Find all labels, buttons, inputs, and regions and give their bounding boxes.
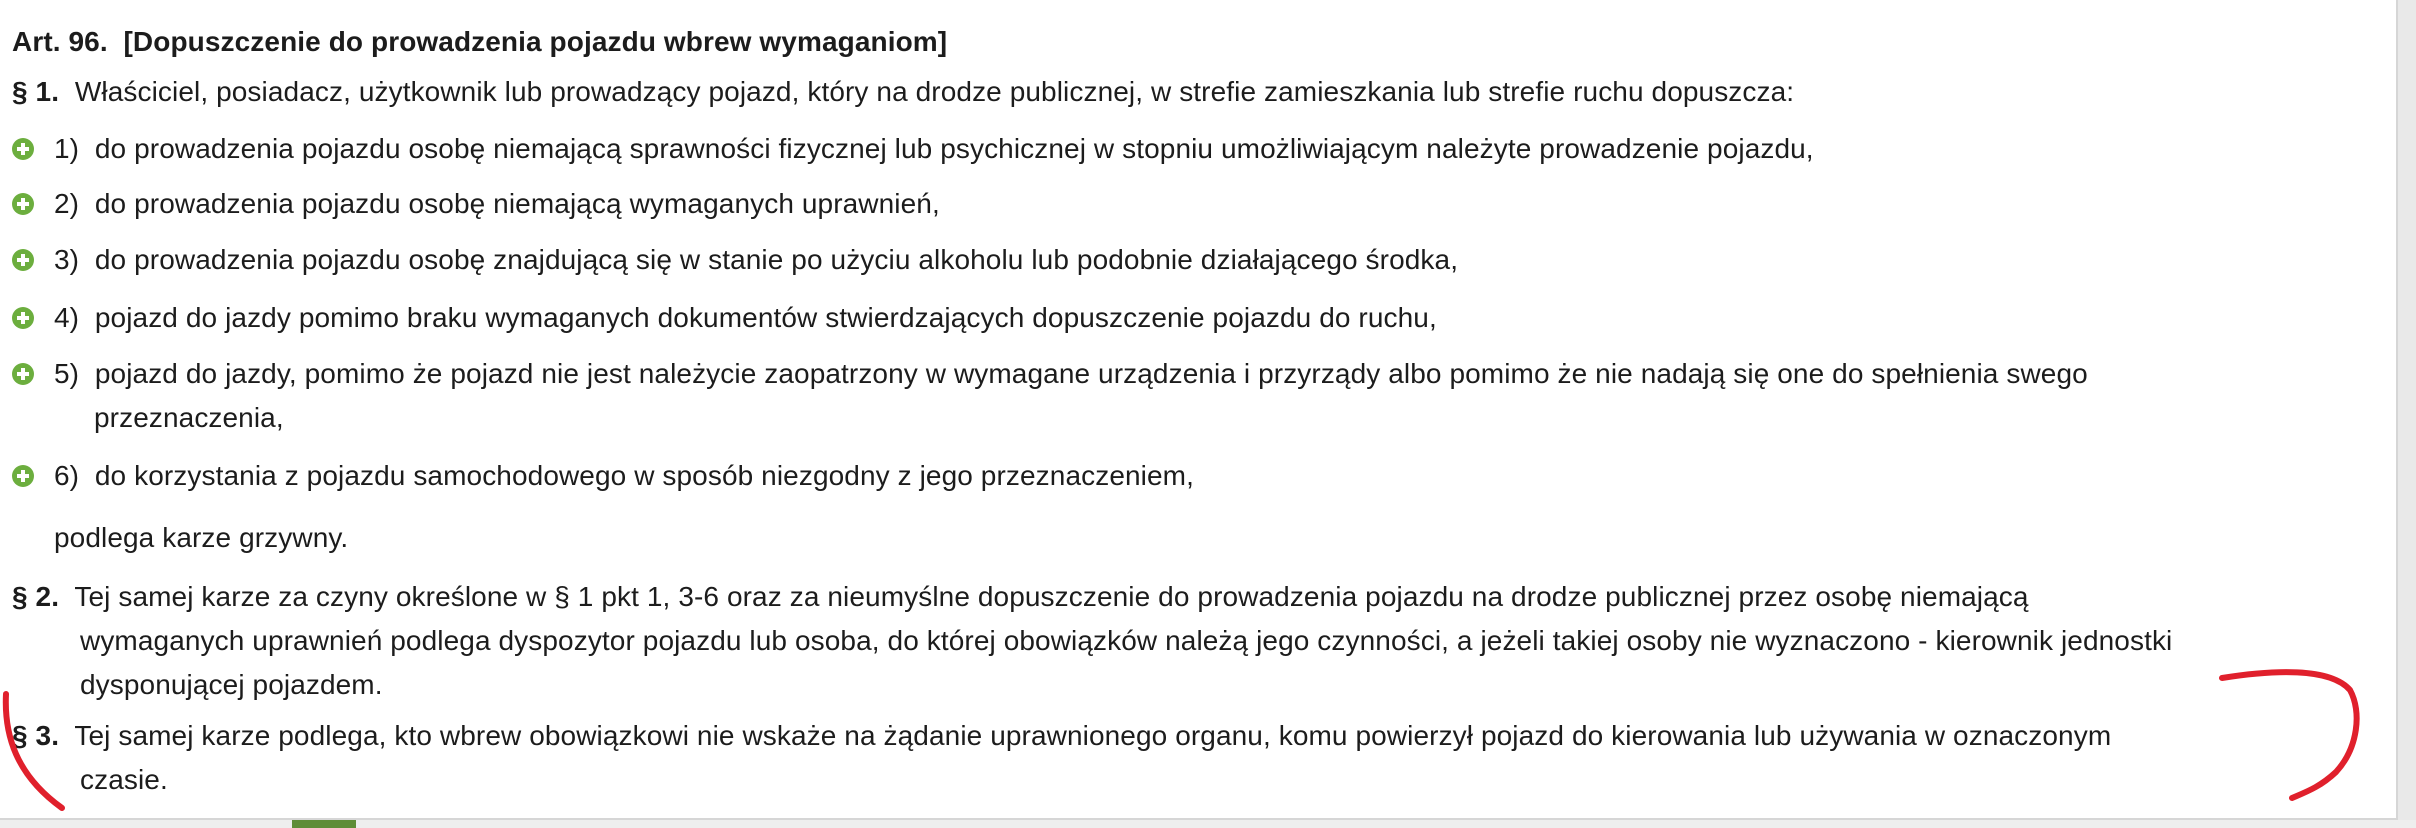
- section-1-mark: § 1.: [12, 76, 60, 107]
- point-text: pojazd do jazdy, pomimo że pojazd nie jest należycie zaopatrzony w wymagane urządzenia i przyrządy albo pomimo że nie nadają się one do spełnienia swego: [94, 358, 2088, 389]
- section-2-text: wymaganych uprawnień podlega dyspozytor pojazdu lub osoba, do której obowiązków należą jego czynności, a jeżeli takiej osoby nie wyznaczono - kierownik jednostki: [80, 625, 2173, 656]
- section-3-mark: § 3.: [12, 720, 60, 751]
- section-1-text: Właściciel, posiadacz, użytkownik lub prowadzący pojazd, który na drodze publicznej, w strefie zamieszkania lub strefie ruchu dopuszcza:: [74, 76, 1795, 107]
- article-number: Art. 96.: [12, 26, 108, 57]
- strip-accent: [292, 820, 356, 828]
- point-text: do prowadzenia pojazdu osobę niemającą wymaganych uprawnień,: [94, 188, 940, 219]
- section-2-text: Tej samej karze za czyny określone w § 1 pkt 1, 3-6 oraz za nieumyślne dopuszczenie do prowadzenia pojazdu na drodze publicznej przez osobę niemającą: [74, 581, 2029, 612]
- point-number: 1): [54, 133, 80, 164]
- point-text: pojazd do jazdy pomimo braku wymaganych dokumentów stwierdzających dopuszczenie pojazdu do ruchu,: [94, 302, 1437, 333]
- article-title: [Dopuszczenie do prowadzenia pojazdu wbrew wymaganiom]: [123, 26, 948, 57]
- bottom-strip: [0, 820, 2416, 828]
- section-3-text: czasie.: [80, 764, 168, 795]
- point-text: do prowadzenia pojazdu osobę niemającą sprawności fizycznej lub psychicznej w stopniu umożliwiającym należyte prowadzenie pojazdu,: [94, 133, 1814, 164]
- section-3-text: Tej samej karze podlega, kto wbrew obowiązkowi nie wskaże na żądanie uprawnionego organu, komu powierzył pojazd do kierowania lub używania w oznaczonym: [74, 720, 2112, 751]
- point-text: przeznaczenia,: [94, 402, 284, 433]
- section-2-mark: § 2.: [12, 581, 60, 612]
- point-text: do korzystania z pojazdu samochodowego w sposób niezgodny z jego przeznaczeniem,: [94, 460, 1194, 491]
- right-bracket-annotation: [2222, 672, 2357, 798]
- point-number: 6): [54, 460, 80, 491]
- point-number: 3): [54, 244, 80, 275]
- closing-text: podlega karze grzywny.: [54, 522, 349, 553]
- point-number: 4): [54, 302, 80, 333]
- point-number: 5): [54, 358, 80, 389]
- point-text: do prowadzenia pojazdu osobę znajdującą się w stanie po użyciu alkoholu lub podobnie działającego środka,: [94, 244, 1459, 275]
- section-2-text: dysponującej pojazdem.: [80, 669, 383, 700]
- left-bracket-annotation: [6, 694, 62, 808]
- point-number: 2): [54, 188, 80, 219]
